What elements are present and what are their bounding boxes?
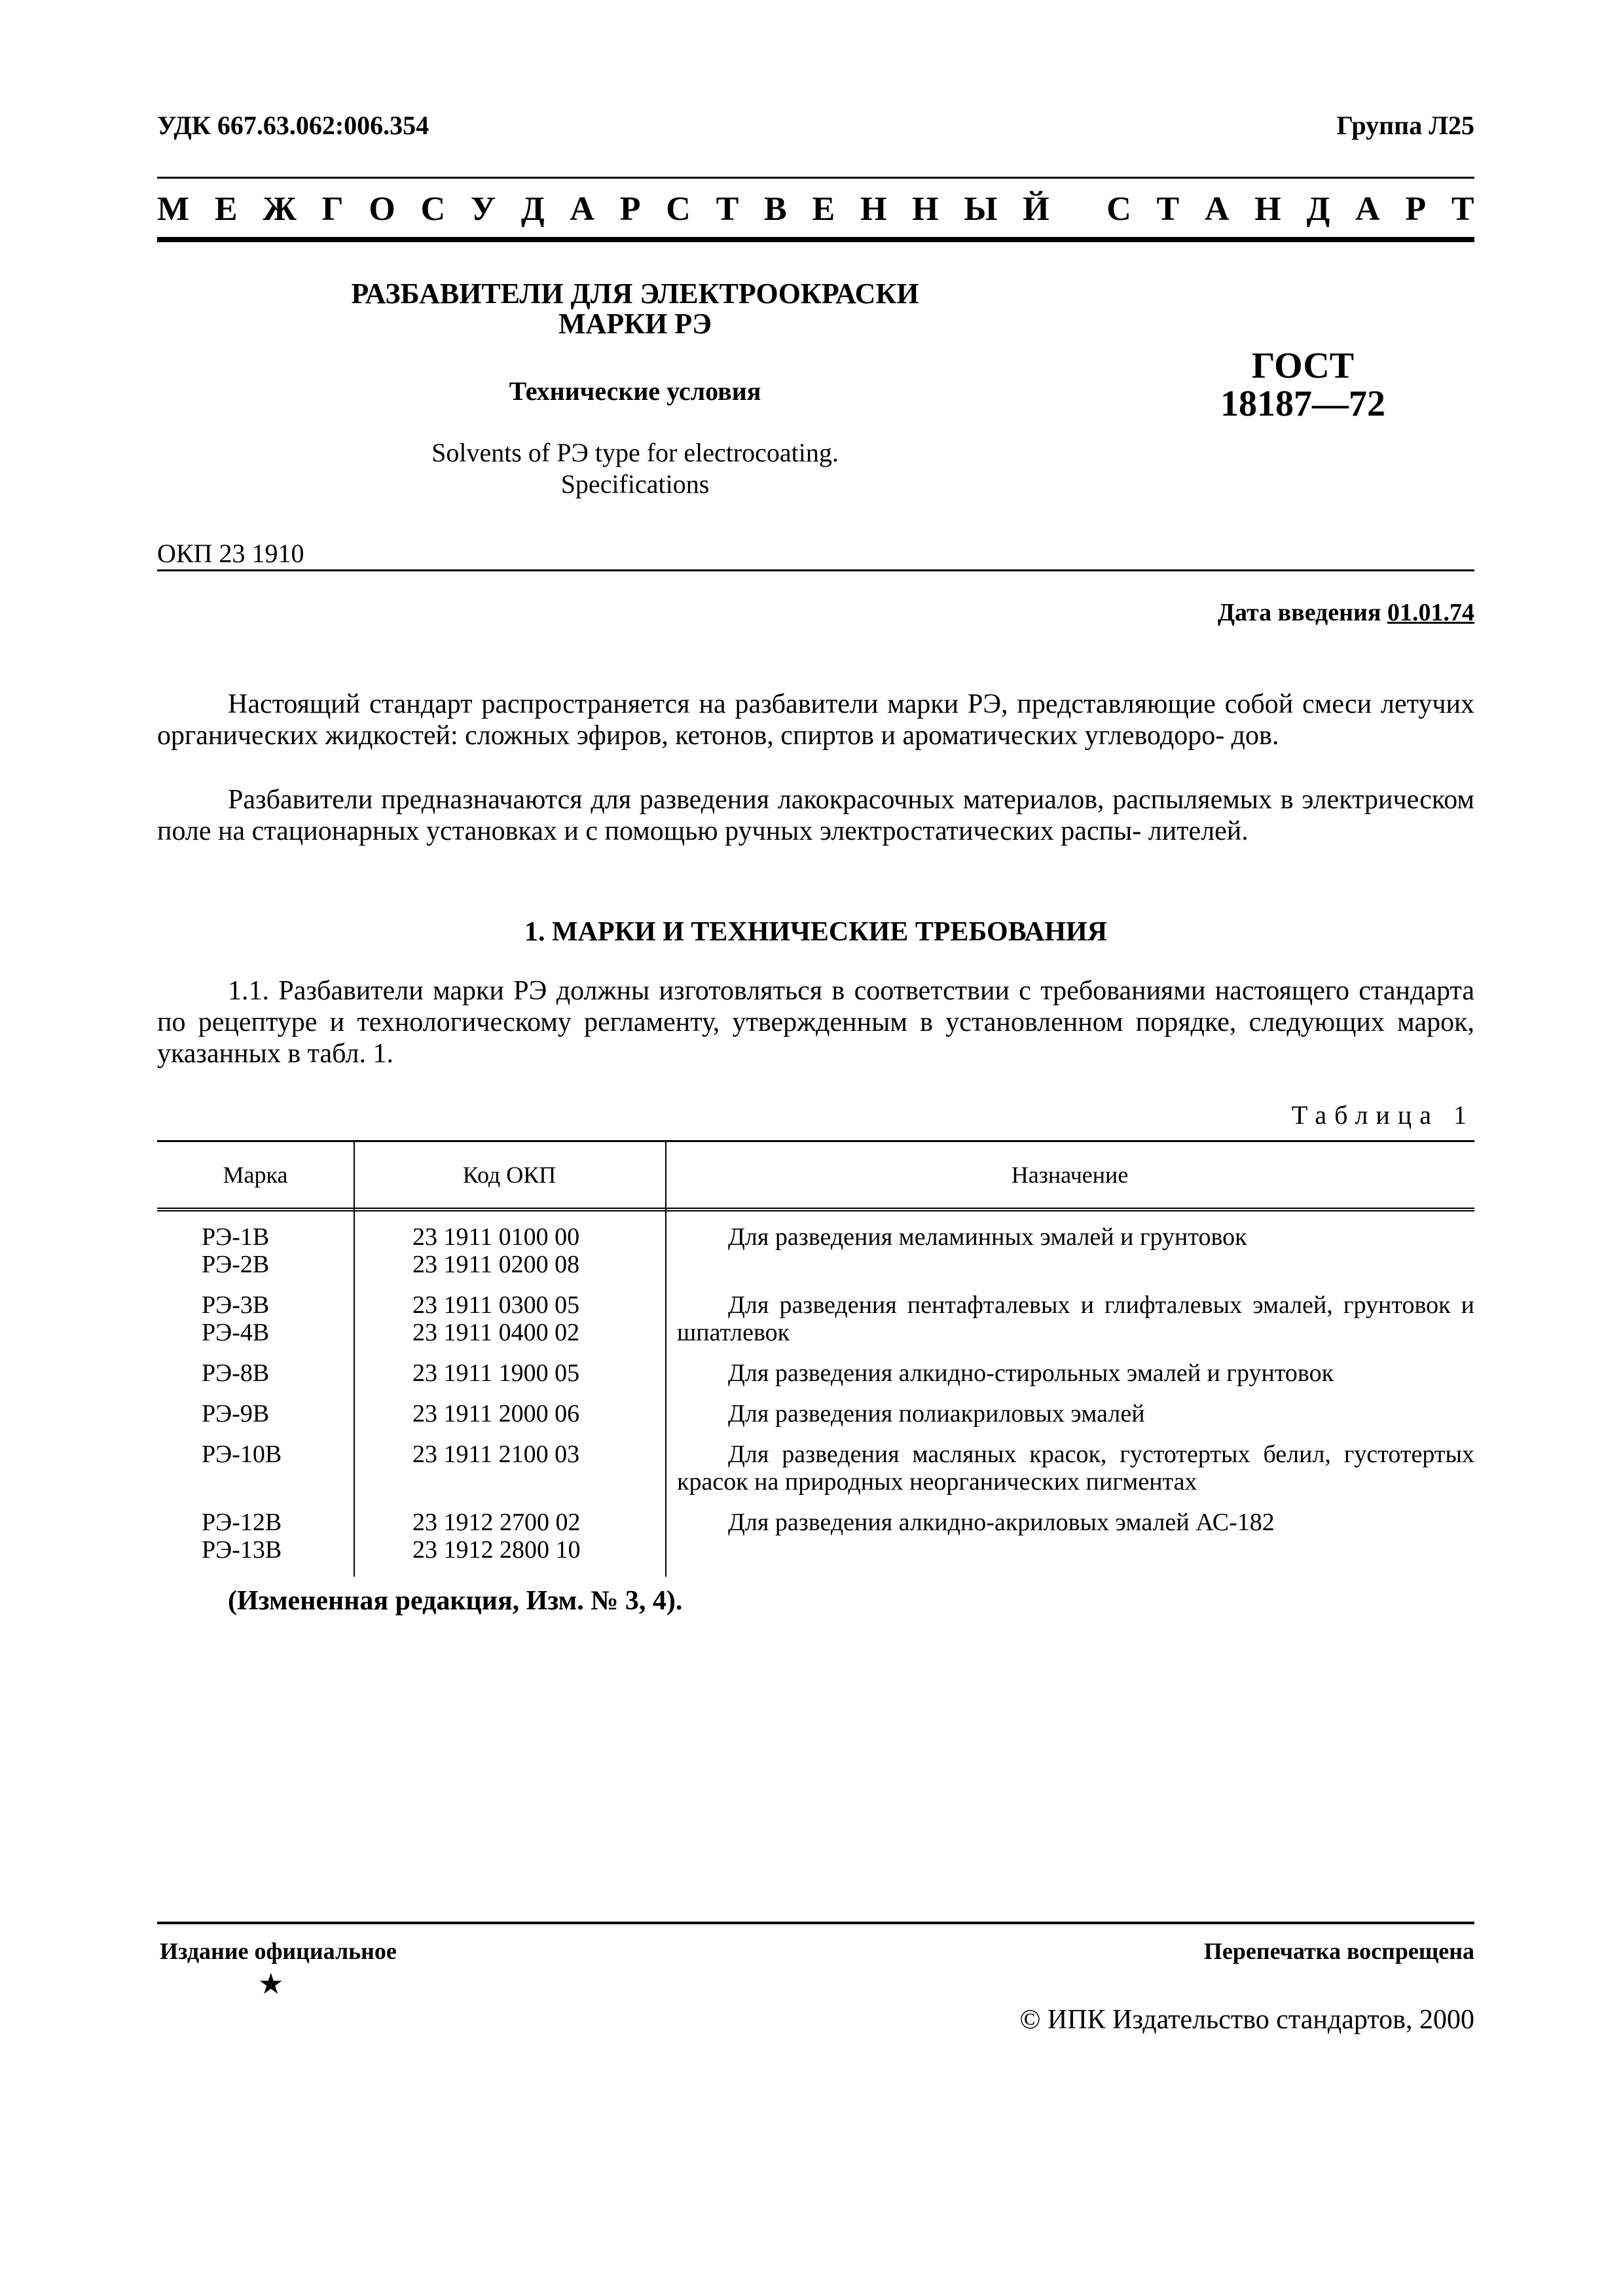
- table-header-okp-code: Код ОКП: [462, 1162, 556, 1188]
- amendment-note: (Измененная редакция, Изм. № 3, 4).: [228, 1586, 683, 1616]
- okp-code-value: 23 1911 1900 05: [412, 1359, 580, 1387]
- document-title: [321, 279, 949, 339]
- grades-table: [157, 1140, 1474, 1577]
- grade-value: РЭ-10В: [202, 1441, 282, 1468]
- table-header-grade: Марка: [223, 1162, 288, 1188]
- banner-letter: Е: [214, 190, 238, 228]
- okp-code-value: 23 1911 0400 02: [412, 1319, 580, 1346]
- table-cell-okp-code: [412, 1223, 661, 1278]
- banner-letter: С: [666, 190, 691, 228]
- paragraph-purpose: Разбавители предназначаются для разведения лакокрасочных материалов, распыляемых в электрическом поле на стационарных установках и с помощью ручных электростатических распы- лителей.: [157, 785, 1474, 846]
- interstate-standard-banner: [157, 190, 1474, 228]
- table-cell-grade: [202, 1291, 352, 1346]
- banner-letter: Н: [860, 190, 887, 228]
- grade-value: РЭ-12В: [202, 1509, 282, 1536]
- grade-value: РЭ-13В: [202, 1536, 282, 1564]
- table-cell-okp-code: [412, 1400, 661, 1427]
- okp-rule: [157, 569, 1474, 571]
- english-title: [321, 437, 949, 500]
- gost-label: ГОСТ: [1251, 346, 1355, 386]
- table-cell-purpose: Для разведения алкидно-акриловых эмалей АС-182: [728, 1509, 1275, 1536]
- okp-code-value: 23 1912 2800 10: [412, 1536, 581, 1564]
- banner-letter: А: [570, 190, 594, 228]
- grade-value: РЭ-4В: [202, 1319, 270, 1346]
- okp-code: ОКП 23 1910: [157, 539, 304, 568]
- table-cell-okp-code: [412, 1441, 661, 1468]
- table-caption: Таблица 1: [1291, 1100, 1474, 1130]
- grade-value: РЭ-9В: [202, 1400, 270, 1427]
- english-title-line2: Specifications: [560, 469, 710, 499]
- banner-letter: Т: [1156, 190, 1180, 228]
- okp-code-value: 23 1911 0100 00: [412, 1223, 580, 1251]
- table-cell-purpose: Для разведения полиакриловых эмалей: [728, 1400, 1145, 1427]
- udk-code: УДК 667.63.062:006.354: [157, 111, 429, 140]
- banner-bottom-rule: [157, 237, 1474, 242]
- table-column-divider-1: [354, 1140, 355, 1577]
- table-cell-grade: [202, 1359, 352, 1387]
- banner-letter: О: [369, 190, 395, 228]
- banner-letter: Д: [1306, 190, 1330, 228]
- banner-letter: С: [1106, 190, 1131, 228]
- english-title-line1: Solvents of РЭ type for electrocoating.: [431, 438, 839, 467]
- gost-designation: [1165, 347, 1440, 423]
- banner-letter: С: [420, 190, 446, 228]
- okp-code-value: 23 1911 2100 03: [412, 1441, 580, 1468]
- banner-letter: А: [1355, 190, 1380, 228]
- paragraph-scope: Настоящий стандарт распространяется на разбавители марки РЭ, представляющие собой смеси летучих органических жидкостей: сложных эфиров, кетонов, спиртов и ароматических углеводоро- дов.: [157, 689, 1474, 751]
- group-code: Группа Л25: [1336, 111, 1474, 140]
- official-edition-label: Издание официальное: [160, 1938, 397, 1964]
- okp-code-value: 23 1911 2000 06: [412, 1400, 580, 1427]
- banner-letter: Т: [1451, 190, 1474, 228]
- paragraph-1-1: 1.1. Разбавители марки РЭ должны изготовляться в соответствии с требованиями настоящего стандарта по рецептуре и технологическому регламенту, утвержденным в установленном порядке, следующих марок, указанных в табл. 1.: [157, 976, 1474, 1069]
- grade-value: РЭ-8В: [202, 1359, 270, 1387]
- banner-letter: Р: [1405, 190, 1427, 228]
- document-subtitle: Технические условия: [509, 376, 761, 406]
- table-cell-grade: [202, 1509, 352, 1564]
- table-cell-okp-code: [412, 1291, 661, 1346]
- banner-letter: А: [1204, 190, 1230, 228]
- banner-letter: Н: [912, 190, 939, 228]
- okp-code-value: 23 1911 0300 05: [412, 1291, 580, 1319]
- table-cell-purpose: Для разведения масляных красок, густотертых белил, густотертых красок на природных неорганических пигментах: [677, 1441, 1474, 1496]
- banner-letter: Ж: [263, 190, 297, 228]
- gost-number: 18187—72: [1220, 384, 1385, 424]
- banner-letter: В: [764, 190, 787, 228]
- table-cell-grade: [202, 1223, 352, 1278]
- banner-letter: М: [157, 190, 190, 228]
- copyright-notice: © ИПК Издательство стандартов, 2000: [1019, 2005, 1474, 2035]
- banner-word-gap: [1074, 190, 1081, 228]
- star-icon: ★: [258, 1968, 284, 2000]
- table-column-divider-2: [665, 1140, 666, 1577]
- table-cell-okp-code: [412, 1509, 661, 1564]
- banner-letter: Е: [812, 190, 835, 228]
- table-cell-purpose: Для разведения пентафталевых и глифталевых эмалей, грунтовок и шпатлевок: [677, 1291, 1474, 1346]
- reprint-prohibited-label: Перепечатка воспрещена: [1203, 1938, 1474, 1964]
- grade-value: РЭ-1В: [202, 1223, 270, 1251]
- intro-date-value: 01.01.74: [1387, 599, 1474, 626]
- document-title-line1: РАЗБАВИТЕЛИ ДЛЯ ЭЛЕКТРООКРАСКИ: [351, 278, 919, 310]
- footer-rule: [157, 1922, 1474, 1924]
- banner-top-rule: [157, 177, 1474, 179]
- okp-code-value: 23 1911 0200 08: [412, 1251, 580, 1278]
- document-title-line2: МАРКИ РЭ: [558, 308, 712, 340]
- section-1-title: 1. МАРКИ И ТЕХНИЧЕСКИЕ ТРЕБОВАНИЯ: [524, 917, 1108, 947]
- banner-letter: Ы: [964, 190, 998, 228]
- banner-letter: Й: [1023, 190, 1049, 228]
- banner-letter: Р: [619, 190, 641, 228]
- banner-letter: Г: [321, 190, 344, 228]
- intro-date-label: Дата введения: [1217, 599, 1381, 626]
- banner-letter: Т: [716, 190, 739, 228]
- table-cell-purpose: Для разведения алкидно-стирольных эмалей и грунтовок: [728, 1359, 1334, 1387]
- intro-date: [1218, 598, 1474, 627]
- table-cell-okp-code: [412, 1359, 661, 1387]
- banner-letter: У: [470, 190, 496, 228]
- table-header-purpose: Назначение: [1011, 1162, 1129, 1188]
- okp-code-value: 23 1912 2700 02: [412, 1509, 581, 1536]
- table-cell-grade: [202, 1441, 352, 1468]
- grade-value: РЭ-2В: [202, 1251, 270, 1278]
- table-cell-purpose: Для разведения меламинных эмалей и грунтовок: [728, 1223, 1247, 1251]
- table-cell-grade: [202, 1400, 352, 1427]
- grade-value: РЭ-3В: [202, 1291, 270, 1319]
- banner-letter: Н: [1254, 190, 1281, 228]
- banner-letter: Д: [520, 190, 545, 228]
